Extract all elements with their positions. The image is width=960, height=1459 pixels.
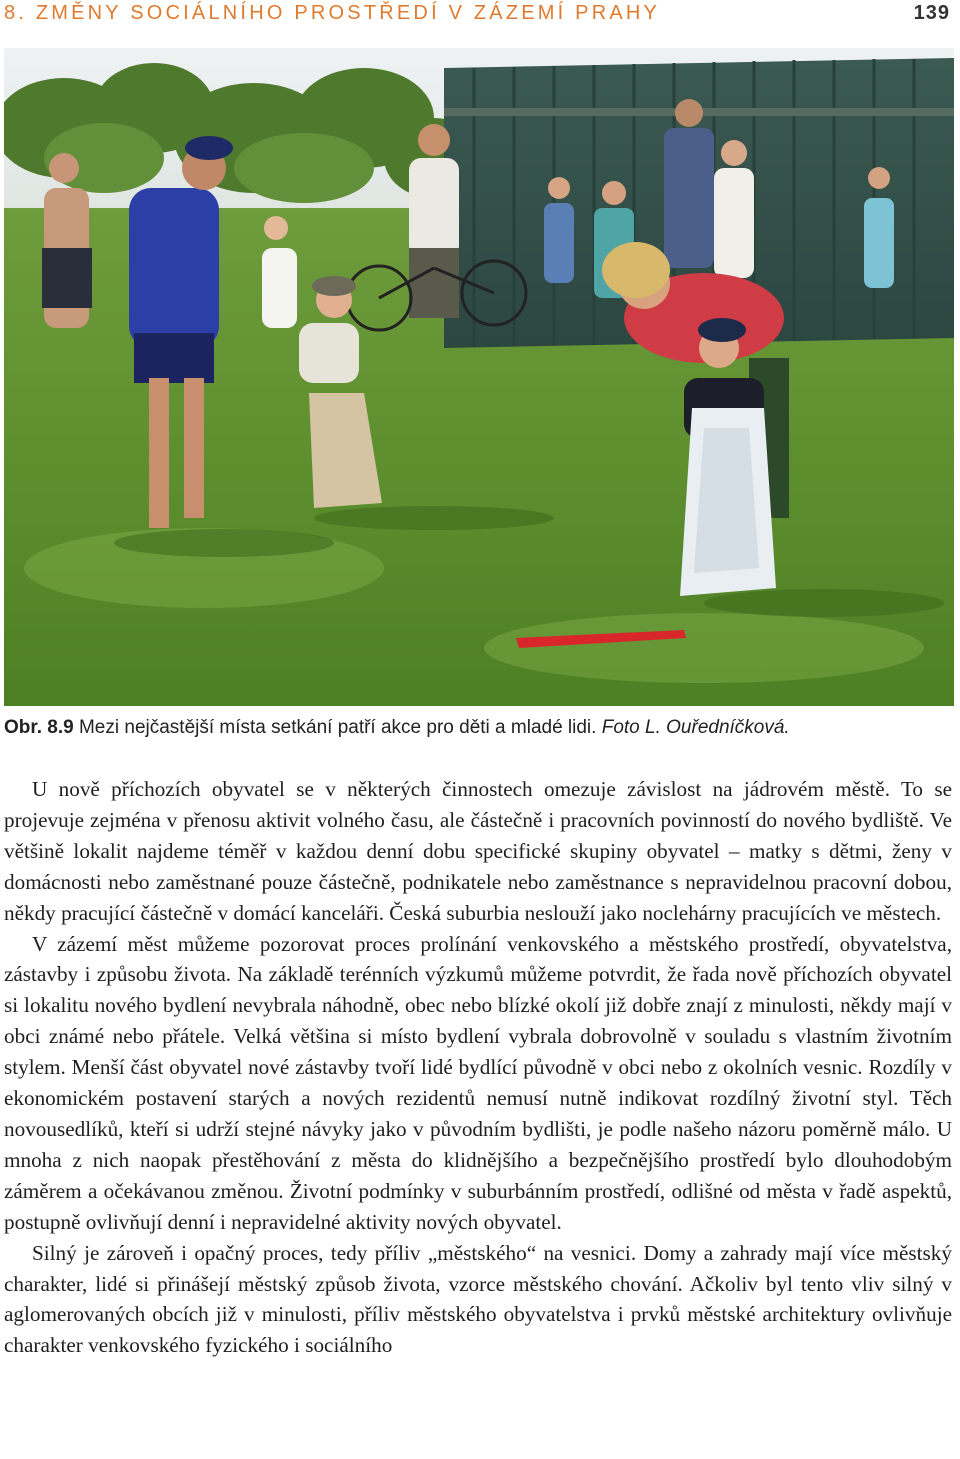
figure-caption-text: Mezi nejčastější místa setkání patří akce pro děti a mladé lidi. [73,717,602,738]
page-header [0,0,960,30]
paragraph: U nově příchozích obyvatel se v některých činnostech omezuje závislost na jádrovém městě. To se projevuje zejména v přenosu aktivit volného času, ale částečně i pracovních povinností do nového bydliště. Ve většině lokalit najdeme téměř v každou denní dobu specifické skupiny obyvatel – matky s dětmi, ženy v domácnosti nebo zaměstnané pouze částečně, podnikatele nebo zaměstnance s nepravidelnou pracovní dobou, někdy pracující částečně v domácí kanceláři. Česká suburbia neslouží jako noclehárny pracujících ve městech. [4,777,952,925]
body-text [4,774,952,1361]
photo-sack-race-image [4,48,954,706]
figure-label: Obr. 8.9 [4,717,74,738]
photo-credit: Foto L. Ouředníčková. [601,717,790,738]
paragraph: V zázemí měst můžeme pozorovat proces prolínání venkovského a městského prostředí, obyvatelstva, zástavby i způsobu života. Na základě terénních výzkumů můžeme potvrdit, že řada nově příchozích obyvatel si lokalitu nového bydlení nevybrala náhodně, obec nebo blízké okolí již dobře znají z minulosti, někdy mají v obci známé nebo přátele. Velká většina si místo bydlení vybrala dobrovolně v souladu s vlastním životním stylem. Menší část obyvatel nové zástavby tvoří lidé bydlící původně v obci nebo z okolních vesnic. Rozdíly v ekonomickém postavení starých a nových rezidentů nemusí nutně indikovat rozdílný životní styl. Těch novousedlíků, kteří si udrží stejné návyky jako v původním bydlišti, je podle našeho názoru poměrně málo. U mnoha z nich naopak přestěhování z města do klidnějšího a bezpečnějšího prostředí bylo dlouhodobým záměrem a očekávanou změnou. Životní podmínky v suburbánním prostředí, odlišné od města v řadě aspektů, postupně ovlivňují denní i nepravidelné aktivity nových obyvatel. [4,931,952,1234]
page-number: 139 [913,2,950,24]
chapter-title: 8. ZMĚNY SOCIÁLNÍHO PROSTŘEDÍ V ZÁZEMÍ PRAHY [4,2,661,24]
figure-caption [4,717,954,739]
paragraph: Silný je zároveň i opačný proces, tedy příliv „městského“ na vesnici. Domy a zahrady mají více městský charakter, lidé si přinášejí městský způsob života, vzorce městského chování. Ačkoliv byl tento vliv silný v aglomerovaných obcích již v minulosti, příliv městského obyvatelstva i prvků městské architektury ovlivňuje charakter venkovského fyzického i sociálního [4,1240,952,1358]
